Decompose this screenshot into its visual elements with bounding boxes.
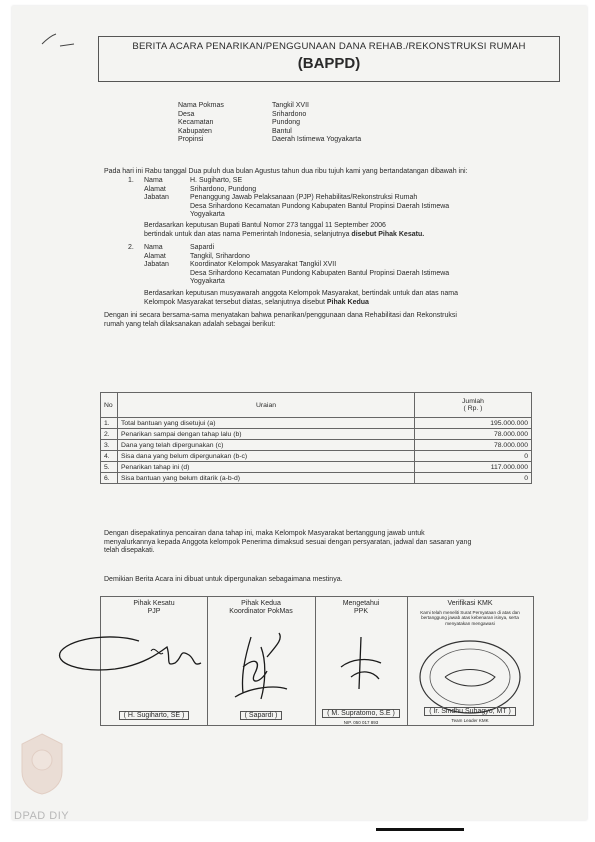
sig-pokmas-role: Pihak Kedua [241, 600, 281, 607]
jumlah-label: Jumlah [462, 398, 484, 405]
sig-ppk-role: Mengetahui [342, 600, 380, 607]
sig-kmk-name: ( Ir. Sindhu Subagyo, MT ) [407, 708, 533, 715]
scan-bar [376, 828, 464, 831]
row-no: 3. [101, 440, 118, 451]
kabupaten-label: Kabupaten [178, 127, 212, 135]
party1-nama-value: H. Sugiharto, SE [190, 177, 243, 184]
party2-block [144, 244, 580, 287]
closing-remark: Demikian Berita Acara ini dibuat untuk dipergunakan sebagaimana mestinya. [104, 576, 343, 583]
sig-ppk-name: ( M. Supratomo, S.E ) [315, 710, 407, 717]
sig-ppk-nip: NIP. 050 017 893 [343, 720, 379, 725]
sig-ppk-title: PPK [353, 608, 368, 615]
dpad-watermark: DPAD DIY [14, 810, 70, 822]
kecamatan-value: Pundong [272, 119, 301, 127]
intro-text: Pada hari ini Rabu tanggal Dua puluh dua bulan Agustus tahun dua ribu tujuh kami yang bertandatangan dibawah ini: [104, 168, 468, 175]
jumlah-unit: ( Rp. ) [463, 405, 483, 412]
row-jumlah: 0 [415, 451, 532, 462]
sig-pjp-name: ( H. Sugiharto, SE ) [101, 712, 207, 719]
row-jumlah: 117.000.000 [415, 462, 532, 473]
statement-line1: Dengan ini secara bersama-sama menyatakan bahwa penarikan/penggunaan dana Rehabilitasi dan Rekonstruksi [104, 312, 457, 319]
party2-jabatan-cont2: Yogyakarta [190, 278, 225, 286]
signature-table [100, 596, 534, 726]
table-row [101, 462, 532, 473]
row-uraian: Total bantuan yang disetujui (a) [118, 418, 415, 429]
desa-value: Srihardono [272, 110, 307, 118]
row-uraian: Dana yang telah dipergunakan (c) [118, 440, 415, 451]
party2-nama-value: Sapardi [190, 244, 215, 251]
party1-basis-line1: Berdasarkan keputusan Bupati Bantul Nomor 273 tanggal 11 September 2006 [144, 222, 386, 229]
row-uraian: Penarikan sampai dengan tahap lalu (b) [118, 429, 415, 440]
party1-jabatan-label: Jabatan [144, 194, 169, 202]
sig-kmk-note: Kami telah meneliti Surat Pernyataan di atas dan bertanggung jawab atas kebenaran isinya, serta menyatakan mengawasi [420, 610, 520, 626]
title-main: BERITA ACARA PENARIKAN/PENGGUNAAN DANA REHAB./REKONSTRUKSI RUMAH [132, 41, 526, 52]
row-no: 5. [101, 462, 118, 473]
closing-line3: telah disepakati. [104, 547, 155, 555]
party1-jabatan-value: Penanggung Jawab Pelaksanaan (PJP) Rehabilitas/Rekonstruksi Rumah [190, 194, 418, 202]
party1-alamat-value: Srihardono, Pundong [190, 185, 257, 193]
dpad-logo-icon [18, 732, 66, 796]
row-uraian: Sisa bantuan yang belum ditarik (a-b-d) [118, 473, 415, 484]
party1-alamat-label: Alamat [144, 185, 166, 193]
pen-mark [40, 26, 80, 50]
closing-text [104, 530, 471, 556]
signature-supratomo [331, 633, 391, 693]
signature-kmk [407, 597, 533, 725]
row-no: 2. [101, 429, 118, 440]
party1-jabatan-cont: Desa Srihardono Kecamatan Pundong Kabupaten Bantul Propinsi Daerah Istimewa [190, 202, 450, 210]
row-no: 1. [101, 418, 118, 429]
col-header-no: No [101, 393, 118, 418]
party1-designation: disebut Pihak Kesatu. [351, 230, 425, 238]
party2-basis-line2: Kelompok Masyarakat tersebut diatas, selanjutnya disebut [144, 298, 327, 306]
party1-block [144, 177, 580, 220]
party1-nama-label: Nama [144, 177, 163, 184]
party2-basis [144, 290, 458, 307]
table-row [101, 418, 532, 429]
sig-ppk-head [315, 600, 407, 616]
party2-designation: Pihak Kedua [326, 298, 369, 306]
signature-sapardi [221, 627, 301, 707]
sig-kmk-head: Verifikasi KMK [447, 600, 493, 607]
closing-line1: Dengan disepakatinya pencairan dana tahap ini, maka Kelompok Masyarakat bertanggung jawab untuk [104, 530, 425, 537]
desa-label: Desa [178, 110, 195, 118]
table-row [101, 451, 532, 462]
propinsi-value: Daerah Istimewa Yogyakarta [272, 136, 362, 144]
table-row [101, 473, 532, 484]
kmk-stamp-icon [415, 637, 525, 717]
row-no: 4. [101, 451, 118, 462]
signature-sugiharto [55, 629, 205, 685]
col-header-uraian: Uraian [118, 393, 415, 418]
pokmas-label: Nama Pokmas [178, 102, 224, 109]
party2-jabatan-cont: Desa Srihardono Kecamatan Pundong Kabupaten Bantul Propinsi Daerah Istimewa [190, 269, 450, 277]
sig-pjp-head [101, 600, 207, 616]
disbursement-table [100, 392, 532, 484]
sig-kmk-sub: Team Leader KMK [451, 718, 489, 723]
table-row [101, 440, 532, 451]
row-uraian: Sisa dana yang belum dipergunakan (b-c) [118, 451, 415, 462]
row-jumlah: 78.000.000 [415, 440, 532, 451]
party1-basis [144, 222, 424, 239]
statement [104, 312, 457, 329]
signature-ppk [315, 597, 408, 725]
party2-jabatan-value: Koordinator Kelompok Masyarakat Tangkil XVII [190, 261, 337, 269]
party2-number: 2. [128, 244, 134, 251]
statement-line2: rumah yang telah dilaksanakan adalah sebagai berikut: [104, 320, 276, 328]
sig-pjp-role: Pihak Kesatu [133, 600, 175, 607]
kabupaten-value: Bantul [272, 127, 292, 135]
party1-basis-line2: bertindak untuk dan atas nama Pemerintah Indonesia, selanjutnya [144, 230, 352, 238]
sig-pjp-title: PJP [147, 608, 161, 615]
row-jumlah: 0 [415, 473, 532, 484]
signature-pokmas [207, 597, 316, 725]
table-row [101, 429, 532, 440]
signature-pjp [101, 597, 208, 725]
sig-pokmas-title: Koordinator PokMas [229, 608, 293, 615]
party2-nama-label: Nama [144, 244, 163, 251]
propinsi-label: Propinsi [178, 136, 204, 144]
sig-pokmas-head [207, 600, 315, 616]
row-jumlah: 78.000.000 [415, 429, 532, 440]
row-no: 6. [101, 473, 118, 484]
party2-basis-line1: Berdasarkan keputusan musyawarah anggota Kelompok Masyarakat, bertindak untuk dan atas nama [144, 290, 459, 297]
party2-alamat-value: Tangkil, Srihardono [190, 252, 250, 260]
pokmas-value: Tangkil XVII [272, 102, 309, 109]
sig-pokmas-name: ( Sapardi ) [207, 712, 315, 719]
row-jumlah: 195.000.000 [415, 418, 532, 429]
col-header-jumlah [415, 393, 532, 418]
closing-line2: menyalurkannya kepada Anggota kelompok Penerima dimaksud sesuai dengan persyaratan, jadwal dan sasaran yang [104, 538, 472, 546]
party1-jabatan-cont2: Yogyakarta [190, 211, 225, 219]
document-title [98, 36, 560, 82]
pokmas-info [178, 102, 361, 145]
kecamatan-label: Kecamatan [178, 119, 214, 127]
party1-number: 1. [128, 177, 134, 184]
party2-alamat-label: Alamat [144, 252, 166, 260]
title-abbrev: (BAPPD) [297, 55, 361, 72]
row-uraian: Penarikan tahap ini (d) [118, 462, 415, 473]
party2-jabatan-label: Jabatan [144, 261, 169, 269]
